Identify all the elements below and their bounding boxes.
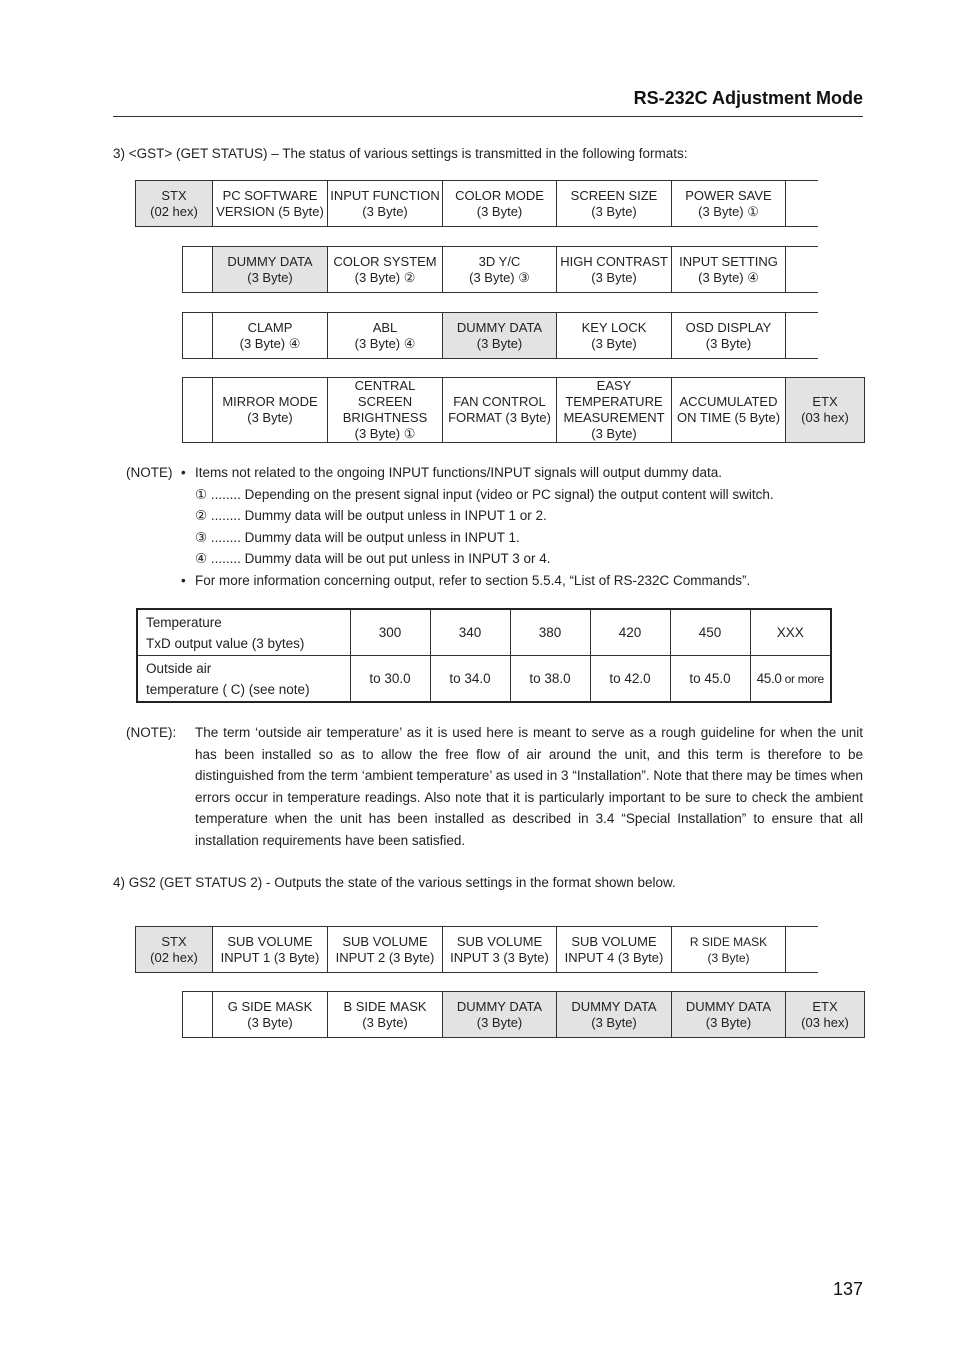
format-cell: SUB VOLUME INPUT 1 (3 Byte): [213, 927, 328, 973]
note-bullet-2: For more information concerning output, refer to section 5.5.4, “List of RS-232C Commands”.: [195, 573, 751, 588]
empty-cell: [183, 378, 213, 443]
format-cell: SUB VOLUME INPUT 3 (3 Byte): [443, 927, 557, 973]
format-cell: 3D Y/C (3 Byte) ③: [443, 247, 557, 293]
empty-cell: [183, 247, 213, 293]
format-cell: STX (02 hex): [136, 181, 213, 227]
note-label: (NOTE): [126, 465, 173, 480]
format-cell: CLAMP (3 Byte) ④: [213, 313, 328, 359]
empty-cell: [183, 992, 213, 1038]
note2-text: The term ‘outside air temperature’ as it is used here is meant to serve as a rough guideline for when the unit has been installed so as to allow the free flow of air around the unit, and this term is therefore to be distinguished from the term ‘ambient temperature’ as used in 3 “Installation”. Note that there may be times when errors occur in temperature readings. Also note that it is particularly important to be sure to check the ambient temperature when the unit has been installed as described in 3.4 “Special Installation” to ensure that all installation requirements have been satisfied.: [195, 725, 863, 848]
bullet: •: [181, 465, 186, 480]
gs2-row-1: [135, 926, 818, 973]
temp-value: 45.0 or more: [750, 656, 831, 703]
temp-value: to 42.0: [590, 656, 670, 703]
format-cell: SCREEN SIZE (3 Byte): [557, 181, 672, 227]
empty-cell: [183, 313, 213, 359]
empty-cell: [786, 313, 818, 359]
format-cell: B SIDE MASK (3 Byte): [328, 992, 443, 1038]
txd-value: 300: [350, 609, 430, 656]
header-rule: [113, 116, 863, 117]
format-cell: DUMMY DATA (3 Byte): [672, 992, 786, 1038]
bullet: •: [181, 573, 186, 588]
format-cell: HIGH CONTRAST (3 Byte): [557, 247, 672, 293]
page-number: 137: [832, 1279, 863, 1299]
gst-row-3: [182, 312, 818, 359]
empty-cell: [786, 927, 818, 973]
format-cell: DUMMY DATA (3 Byte): [557, 992, 672, 1038]
format-cell: PC SOFTWARE VERSION (5 Byte): [213, 181, 328, 227]
format-cell: COLOR MODE (3 Byte): [443, 181, 557, 227]
txd-value: XXX: [750, 609, 831, 656]
outside-air-label: Outside air temperature ( C) (see note): [137, 656, 350, 703]
format-cell: SUB VOLUME INPUT 2 (3 Byte): [328, 927, 443, 973]
format-cell: MIRROR MODE (3 Byte): [213, 378, 328, 443]
temp-value: to 38.0: [510, 656, 590, 703]
format-cell: STX (02 hex): [136, 927, 213, 973]
format-cell: EASY TEMPERATURE MEASUREMENT (3 Byte): [557, 378, 672, 443]
note-item: ① ........ Depending on the present signal input (video or PC signal) the output content will switch.: [195, 487, 774, 502]
format-cell: COLOR SYSTEM (3 Byte) ②: [328, 247, 443, 293]
txd-value: 340: [430, 609, 510, 656]
gst-row-2: [182, 246, 818, 293]
format-cell: DUMMY DATA (3 Byte): [443, 313, 557, 359]
note-item: ③ ........ Dummy data will be output unless in INPUT 1.: [195, 530, 520, 545]
format-cell: CENTRAL SCREEN BRIGHTNESS (3 Byte) ①: [328, 378, 443, 443]
gs2-row-2: [182, 991, 865, 1038]
format-cell: R SIDE MASK (3 Byte): [672, 927, 786, 973]
note2-label: (NOTE):: [126, 725, 177, 740]
temp-value: to 45.0: [670, 656, 750, 703]
format-cell: ETX (03 hex): [786, 378, 865, 443]
format-cell: ACCUMULATED ON TIME (5 Byte): [672, 378, 786, 443]
temperature-table: [136, 608, 832, 703]
gst-row-4: [182, 377, 865, 443]
format-cell: FAN CONTROL FORMAT (3 Byte): [443, 378, 557, 443]
format-cell: ABL (3 Byte) ④: [328, 313, 443, 359]
txd-value: 420: [590, 609, 670, 656]
temp-value: to 30.0: [350, 656, 430, 703]
format-cell: ETX (03 hex): [786, 992, 865, 1038]
gst-row-1: [135, 180, 818, 227]
empty-cell: [786, 247, 818, 293]
format-cell: POWER SAVE (3 Byte) ①: [672, 181, 786, 227]
note-item: ② ........ Dummy data will be output unless in INPUT 1 or 2.: [195, 508, 547, 523]
txd-value: 450: [670, 609, 750, 656]
format-cell: DUMMY DATA (3 Byte): [213, 247, 328, 293]
format-cell: G SIDE MASK (3 Byte): [213, 992, 328, 1038]
format-cell: INPUT SETTING (3 Byte) ④: [672, 247, 786, 293]
page-title: RS-232C Adjustment Mode: [633, 88, 863, 108]
format-cell: DUMMY DATA (3 Byte): [443, 992, 557, 1038]
format-cell: KEY LOCK (3 Byte): [557, 313, 672, 359]
format-cell: INPUT FUNCTION (3 Byte): [328, 181, 443, 227]
temperature-label: Temperature TxD output value (3 bytes): [137, 609, 350, 656]
note-bullet-1: Items not related to the ongoing INPUT functions/INPUT signals will output dummy data.: [195, 465, 723, 480]
format-cell: SUB VOLUME INPUT 4 (3 Byte): [557, 927, 672, 973]
section-4-intro: 4) GS2 (GET STATUS 2) - Outputs the state of the various settings in the format shown below.: [113, 875, 676, 890]
temp-value: to 34.0: [430, 656, 510, 703]
section-3-intro: 3) <GST> (GET STATUS) – The status of various settings is transmitted in the following formats:: [113, 146, 688, 161]
empty-cell: [786, 181, 818, 227]
txd-value: 380: [510, 609, 590, 656]
note-item: ④ ........ Dummy data will be out put unless in INPUT 3 or 4.: [195, 551, 551, 566]
format-cell: OSD DISPLAY (3 Byte): [672, 313, 786, 359]
